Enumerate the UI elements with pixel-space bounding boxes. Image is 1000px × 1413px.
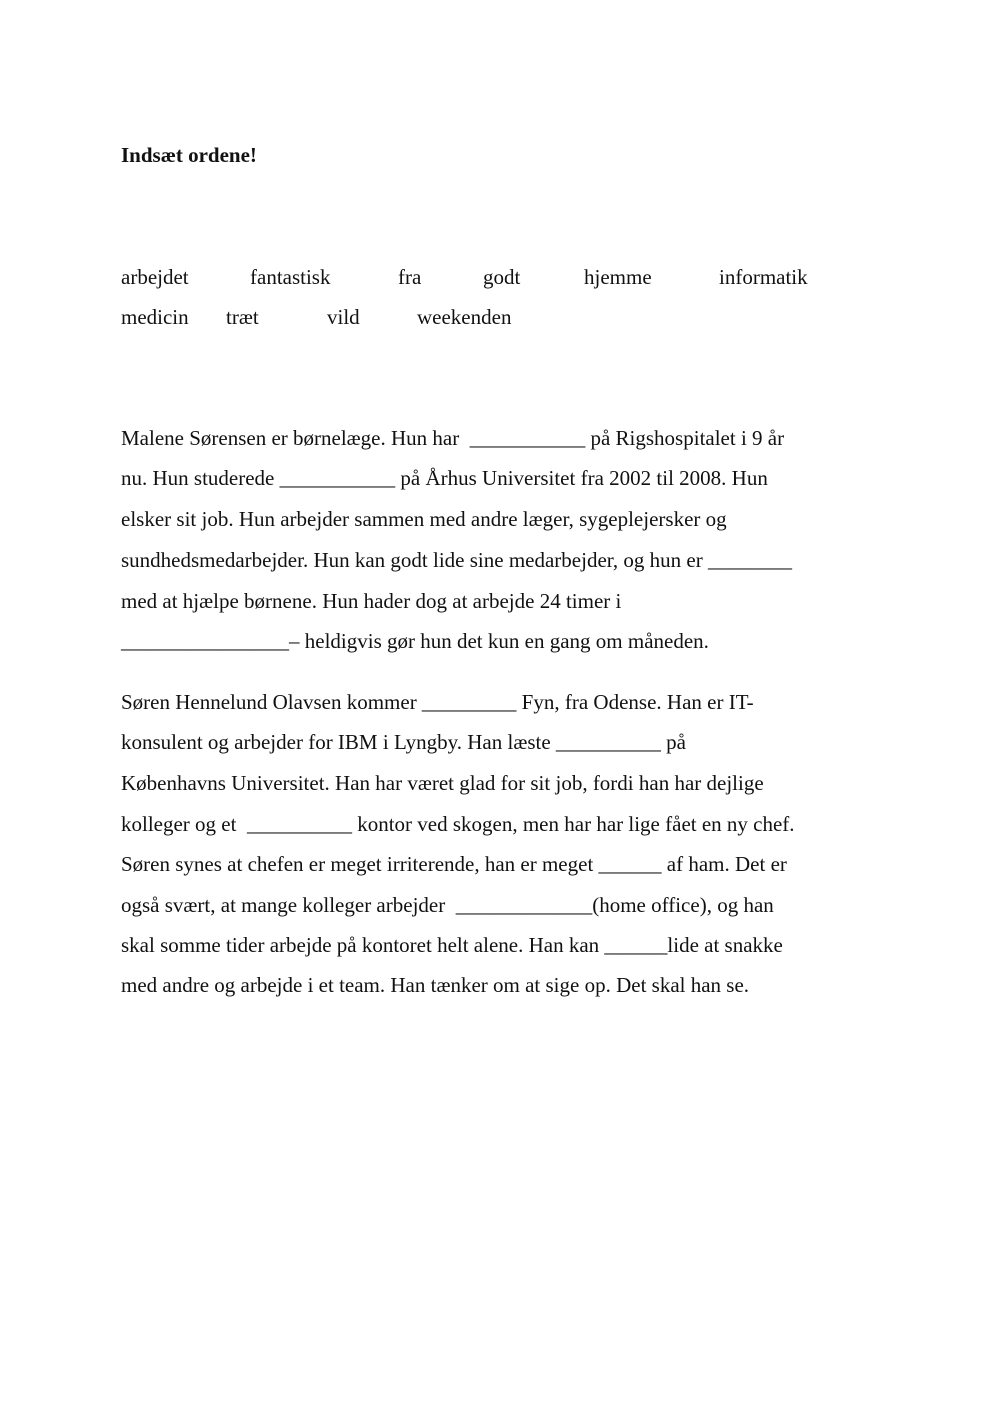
- text-line: også svært, at mange kolleger arbejder _____________(home office), og han: [121, 893, 774, 917]
- text-line: konsulent og arbejder for IBM i Lyngby. Han læste __________ på: [121, 730, 686, 754]
- word-bank-item: vild: [327, 305, 360, 329]
- text-line: med at hjælpe børnene. Hun hader dog at arbejde 24 timer i: [121, 589, 622, 613]
- word-bank-item: fantastisk: [250, 265, 331, 289]
- text-line: Søren synes at chefen er meget irriterende, han er meget ______ af ham. Det er: [121, 852, 787, 876]
- text-line: kolleger og et __________ kontor ved skogen, men har har lige fået en ny chef.: [121, 812, 795, 836]
- word-bank-item: arbejdet: [121, 265, 189, 289]
- word-bank-item: weekenden: [417, 305, 512, 329]
- word-bank-item: informatik: [719, 265, 808, 289]
- text-line: ________________– heldigvis gør hun det kun en gang om måneden.: [121, 629, 709, 653]
- text-line: elsker sit job. Hun arbejder sammen med andre læger, sygeplejersker og: [121, 507, 727, 531]
- word-bank: [0, 0, 1000, 360]
- text-line: Søren Hennelund Olavsen kommer _________ Fyn, fra Odense. Han er IT-: [121, 690, 754, 714]
- text-line: Malene Sørensen er børnelæge. Hun har ___________ på Rigshospitalet i 9 år: [121, 426, 785, 450]
- text-line: nu. Hun studerede ___________ på Århus Universitet fra 2002 til 2008. Hun: [121, 466, 768, 490]
- word-bank-item: godt: [483, 265, 521, 289]
- word-bank-item: træt: [226, 305, 259, 329]
- word-bank-item: fra: [398, 265, 422, 289]
- text-line: med andre og arbejde i et team. Han tænker om at sige op. Det skal han se.: [121, 973, 750, 997]
- text-line: sundhedsmedarbejder. Hun kan godt lide sine medarbejder, og hun er ________: [121, 548, 792, 572]
- page-title: Indsæt ordene!: [121, 143, 257, 167]
- text-line: skal somme tider arbejde på kontoret helt alene. Han kan ______lide at snakke: [121, 933, 783, 957]
- word-bank-item: hjemme: [584, 265, 652, 289]
- text-line: Københavns Universitet. Han har været glad for sit job, fordi han har dejlige: [121, 771, 764, 795]
- word-bank-item: medicin: [121, 305, 189, 329]
